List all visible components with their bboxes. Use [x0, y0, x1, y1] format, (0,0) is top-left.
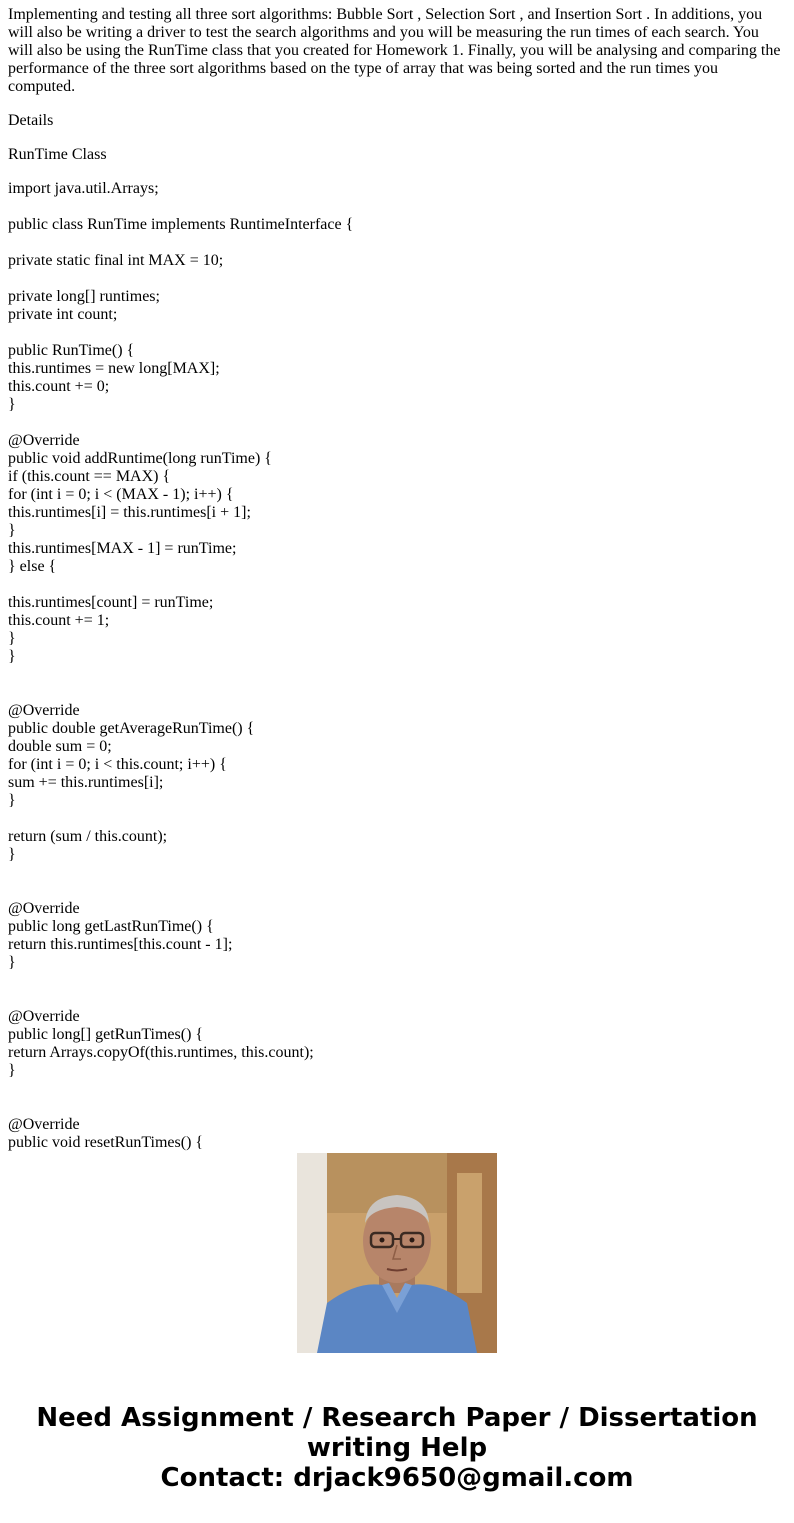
code-line: for (int i = 0; i < (MAX - 1); i++) { [8, 486, 234, 503]
promo-line-2: writing Help [306, 1433, 488, 1463]
code-line: return this.runtimes[this.count - 1]; [8, 936, 233, 953]
code-line: this.count += 0; [8, 378, 110, 395]
code-line: } [8, 630, 16, 647]
code-line: public void addRuntime(long runTime) { [8, 450, 272, 467]
class-heading: RunTime Class [8, 146, 107, 163]
code-line: @Override [8, 900, 80, 917]
code-line: } [8, 846, 16, 863]
code-line: } [8, 522, 16, 539]
code-line: public double getAverageRunTime() { [8, 720, 255, 737]
code-line: @Override [8, 1116, 80, 1133]
code-line: } [8, 648, 16, 665]
code-line [8, 684, 786, 702]
code-listing [8, 180, 786, 1152]
code-line: import java.util.Arrays; [8, 180, 159, 197]
code-line: this.count += 1; [8, 612, 110, 629]
code-line: return Arrays.copyOf(this.runtimes, this.count); [8, 1044, 314, 1061]
code-line: public long getLastRunTime() { [8, 918, 214, 935]
code-line: this.runtimes[i] = this.runtimes[i + 1]; [8, 504, 251, 521]
code-line: public long[] getRunTimes() { [8, 1026, 204, 1043]
code-line [8, 972, 786, 990]
code-line: @Override [8, 432, 80, 449]
code-line: private long[] runtimes; [8, 288, 160, 305]
code-line: public RunTime() { [8, 342, 135, 359]
code-line: sum += this.runtimes[i]; [8, 774, 164, 791]
code-line [8, 324, 786, 342]
code-line [8, 270, 786, 288]
code-line: } [8, 1062, 16, 1079]
code-line: } [8, 396, 16, 413]
code-line [8, 666, 786, 684]
code-line: for (int i = 0; i < this.count; i++) { [8, 756, 227, 773]
code-line: return (sum / this.count); [8, 828, 168, 845]
promo-banner [0, 1403, 794, 1493]
code-line: public void resetRunTimes() { [8, 1134, 204, 1151]
author-photo [297, 1153, 497, 1353]
code-line [8, 414, 786, 432]
code-line: @Override [8, 1008, 80, 1025]
code-line [8, 810, 786, 828]
code-line [8, 1080, 786, 1098]
promo-contact: Contact: drjack9650@gmail.com [160, 1463, 634, 1493]
intro-paragraph: Implementing and testing all three sort algorithms: Bubble Sort , Selection Sort , and Insertion Sort . In additions, you will also be writing a driver to test the search algorithms and you will be measuring the run times of each search. You will also be using the RunTime class that you created for Homework 1. Finally, you will be analysing and comparing the performance of the three sort algorithms based on the type of array that was being sorted and the run times you computed. [8, 6, 781, 95]
code-line: @Override [8, 702, 80, 719]
code-line: double sum = 0; [8, 738, 112, 755]
promo-line-1: Need Assignment / Research Paper / Dissertation [36, 1403, 758, 1433]
code-line: if (this.count == MAX) { [8, 468, 171, 485]
code-line: } [8, 792, 16, 809]
code-line: public class RunTime implements RuntimeInterface { [8, 216, 354, 233]
code-line [8, 882, 786, 900]
code-line: private int count; [8, 306, 118, 323]
code-line: this.runtimes = new long[MAX]; [8, 360, 220, 377]
code-line [8, 1098, 786, 1116]
code-line [8, 990, 786, 1008]
code-line: } else { [8, 558, 57, 575]
code-line [8, 198, 786, 216]
code-line: this.runtimes[count] = runTime; [8, 594, 214, 611]
code-line: } [8, 954, 16, 971]
code-line [8, 576, 786, 594]
code-line [8, 864, 786, 882]
details-heading: Details [8, 112, 54, 129]
code-line [8, 234, 786, 252]
code-line: this.runtimes[MAX - 1] = runTime; [8, 540, 237, 557]
code-line: private static final int MAX = 10; [8, 252, 224, 269]
